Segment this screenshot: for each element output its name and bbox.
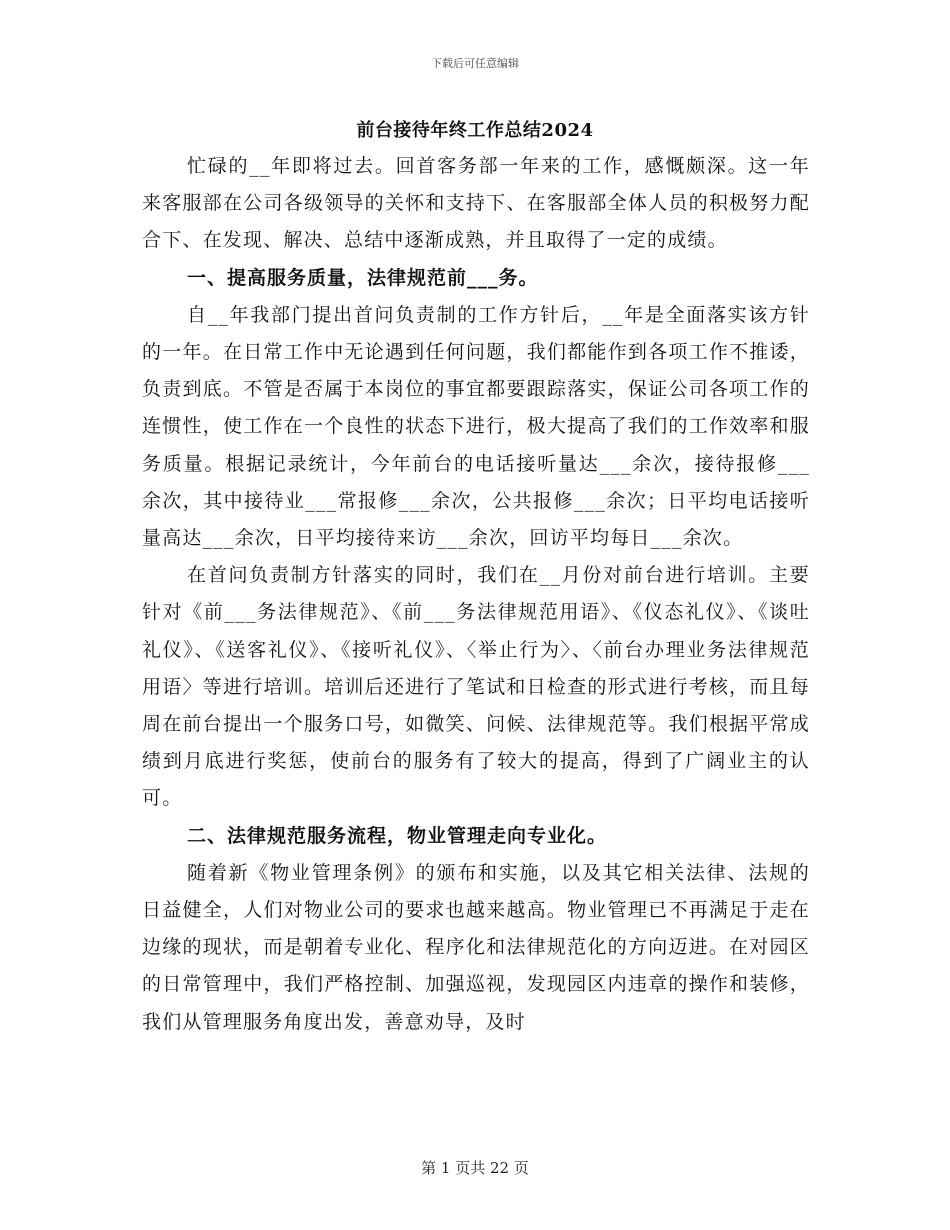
section-heading-1: 一、提高服务质量，法律规范前___务。: [187, 266, 539, 289]
paragraph-training: 在首问负责制方针落实的同时，我们在__月份对前台进行培训。主要针对《前___务法律规范》、《前___务法律规范用语》、《仪态礼仪》、《谈吐礼仪》、《送客礼仪》、《接听礼仪》、〈举止行为〉、〈前台办理业务法律规范用语〉等进行培训。培训后还进行了笔试和日检查的形式进行考核，而且每周在前台提出一个服务口号，如微笑、问候、法律规范等。我们根据平常成绩到月底进行奖惩，使前台的服务有了较大的提高，得到了广阔业主的认可。: [142, 564, 810, 810]
document-title: 前台接待年终工作总结2024: [356, 120, 594, 141]
paragraph-first-inquiry: 自__年我部门提出首问负责制的工作方针后，__年是全面落实该方针的一年。在日常工作中无论遇到任何问题，我们都能作到各项工作不推诿，负责到底。不管是否属于本岗位的事宜都要跟踪落实，保证公司各项工作的连惯性，使工作在一个良性的状态下进行，极大提高了我们的工作效率和服务质量。根据记录统计，今年前台的电话接听量达___余次，接待报修___余次，其中接待业___常报修___余次，公共报修___余次；日平均电话接听量高达___余次，日平均接待来访___余次，回访平均每日___余次。: [142, 303, 810, 550]
paragraph-regulations: 随着新《物业管理条例》的颁布和实施，以及其它相关法律、法规的日益健全，人们对物业公司的要求也越来越高。物业管理已不再满足于走在边缘的现状，而是朝着专业化、程序化和法律规范化的方向迈进。在对园区的日常管理中，我们严格控制、加强巡视，发现园区内违章的操作和装修，我们从管理服务角度出发，善意劝导，及时: [142, 861, 810, 1033]
section-heading-2: 二、法律规范服务流程，物业管理走向专业化。: [187, 824, 608, 847]
document-body: [142, 148, 810, 1041]
header-note: 下载后可任意编辑: [431, 57, 519, 70]
page-number: 第 1 页共 22 页: [421, 1159, 529, 1177]
paragraph-intro: 忙碌的__年即将过去。回首客务部一年来的工作，感慨颇深。这一年来客服部在公司各级领导的关怀和支持下、在客服部全体人员的积极努力配合下、在发现、解决、总结中逐渐成熟，并且取得了一定的成绩。: [142, 155, 810, 252]
